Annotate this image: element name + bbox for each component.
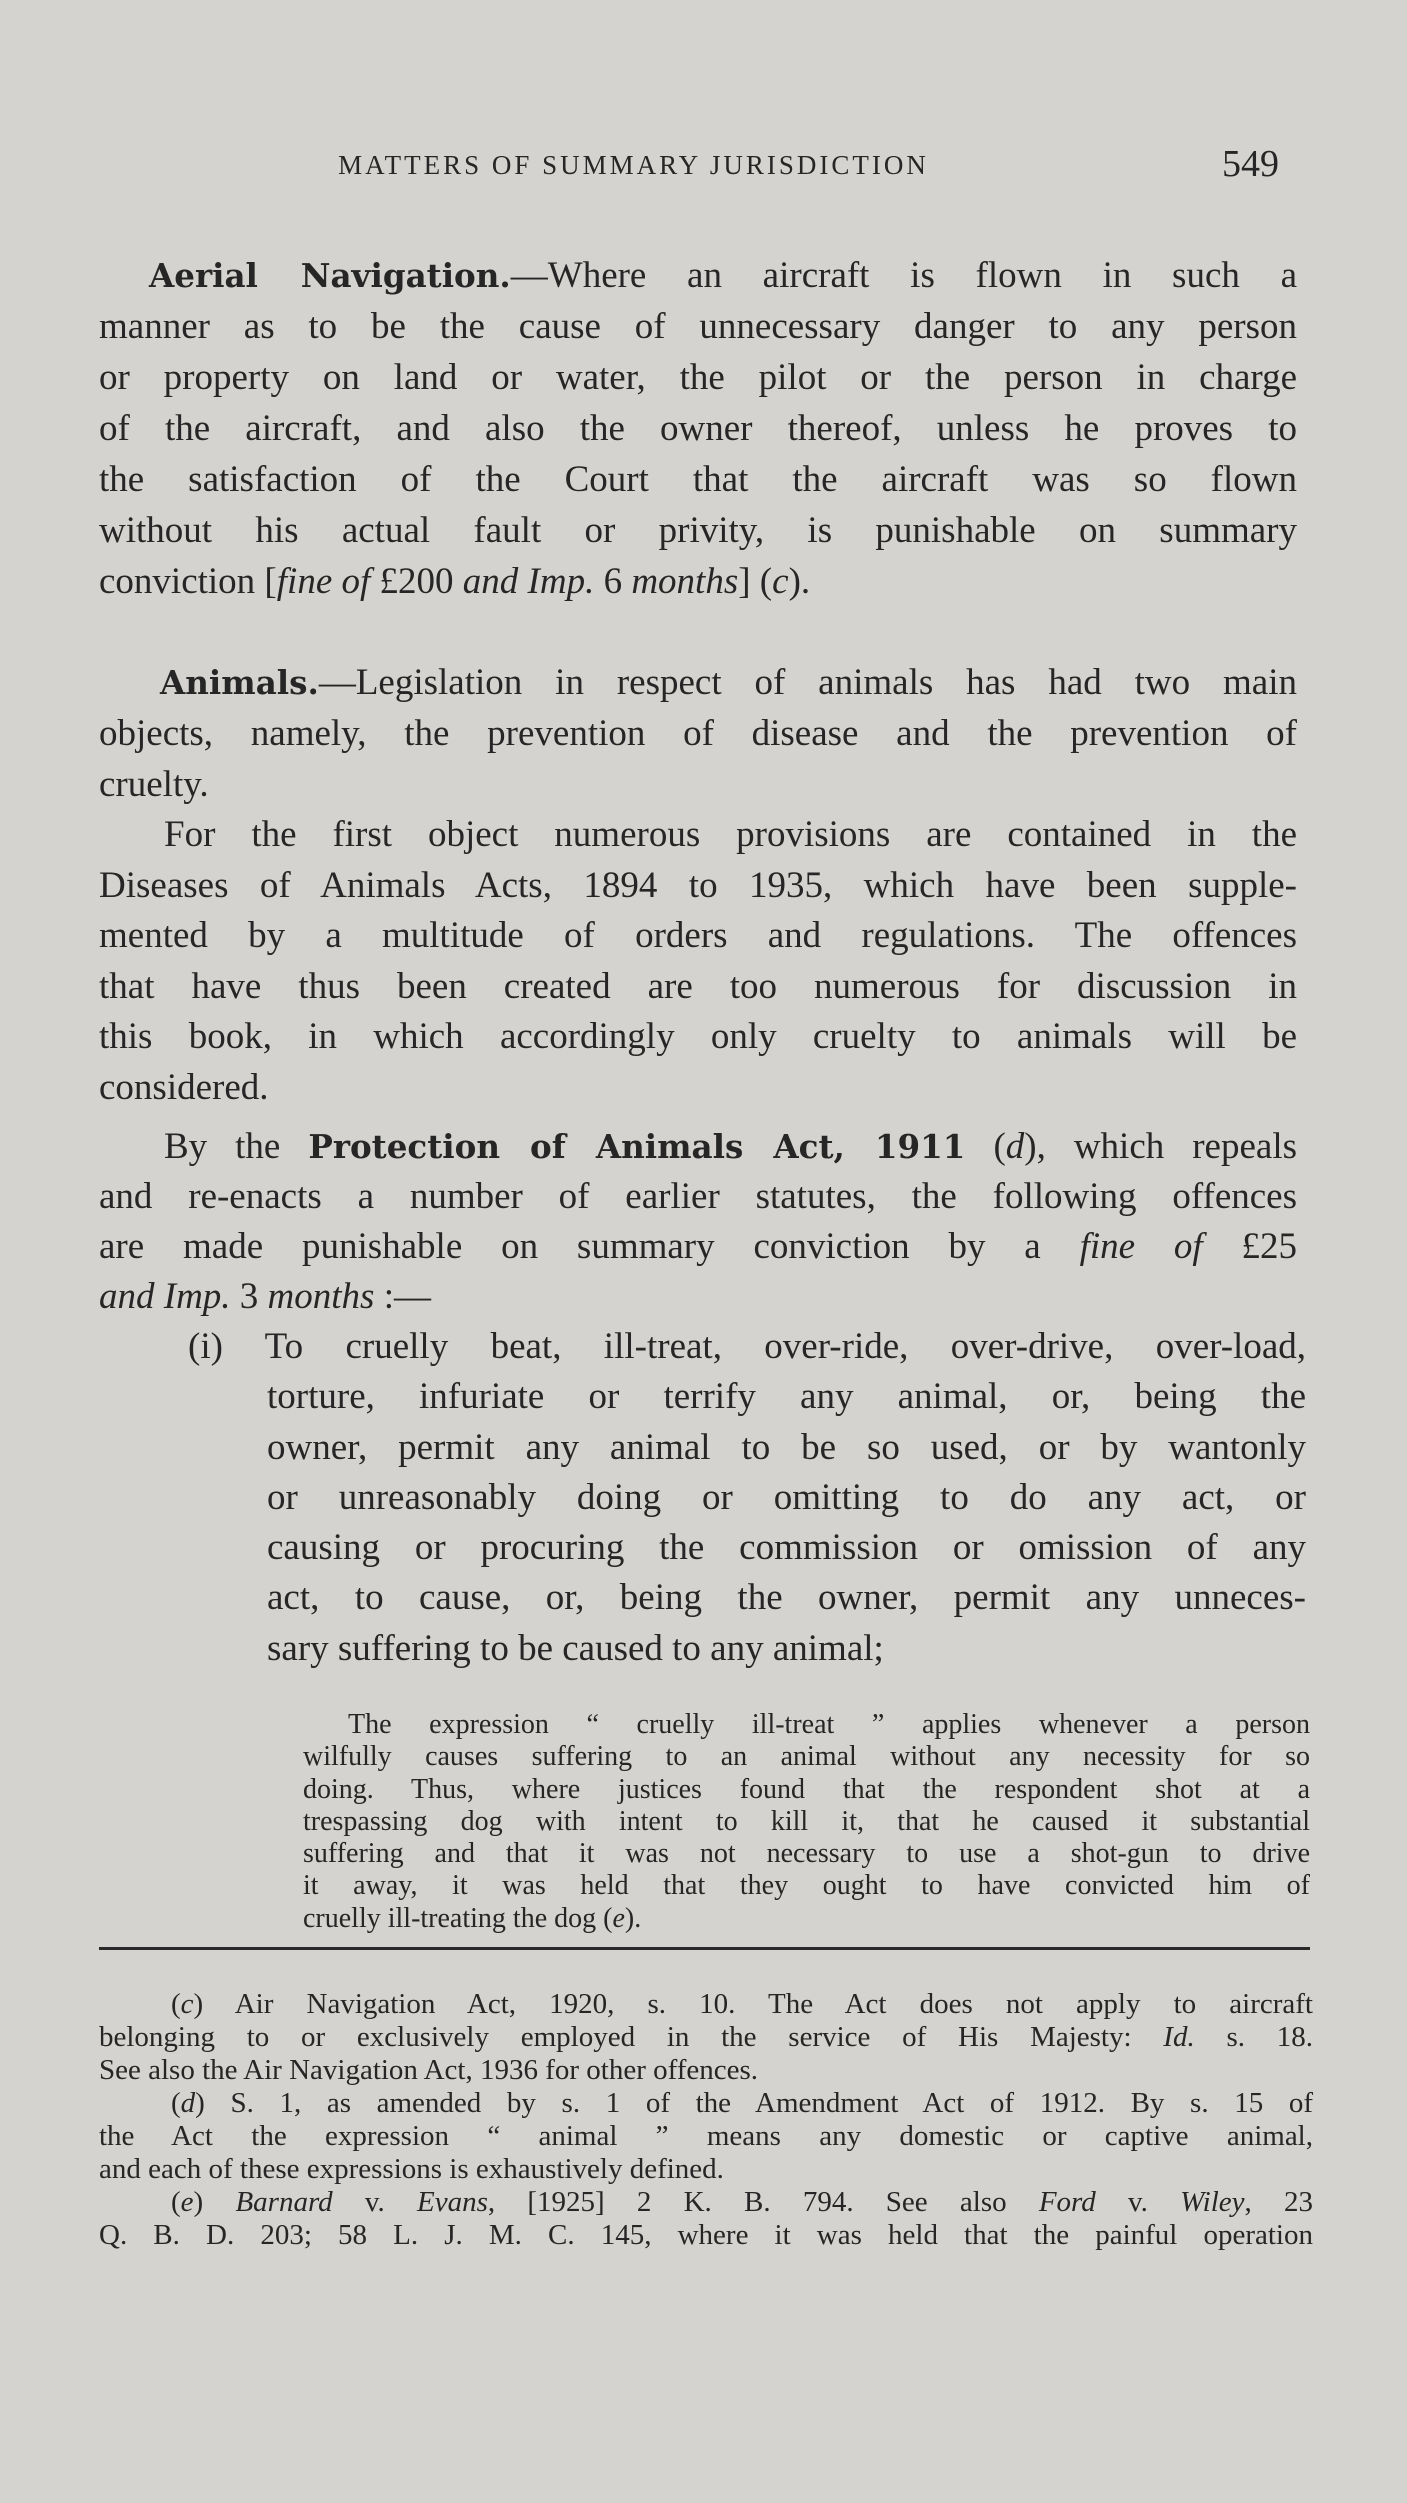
offence-item-i: [188, 1322, 1306, 1674]
paragraph-animals: [99, 657, 1297, 810]
text-run: 6: [594, 561, 632, 602]
text-run: £200: [370, 561, 463, 602]
text-run: ).: [624, 1902, 642, 1934]
text-run: owner, permit any animal to be so used, or by wantonly: [267, 1426, 1306, 1468]
italic-text: Wiley: [1180, 2186, 1245, 2218]
text-line: [303, 1774, 1310, 1806]
text-run: causing or procuring the commission or omission of any: [267, 1527, 1306, 1569]
text-run: (: [171, 2087, 181, 2119]
text-line: [99, 505, 1297, 556]
text-run: The expression “ cruelly ill-treat ” applies whenever a person: [348, 1709, 1310, 1740]
text-line: [303, 1709, 1310, 1741]
text-line: [99, 1122, 1297, 1172]
text-line: [99, 911, 1297, 962]
text-run: of the aircraft, and also the owner thereof, unless he proves to: [99, 408, 1297, 449]
text-run: doing. Thus, where justices found that the respondent shot at a: [303, 1773, 1310, 1805]
text-run: torture, infuriate or terrify any animal, or, being the: [267, 1376, 1306, 1418]
text-line: [99, 556, 1297, 607]
italic-text: and Imp.: [462, 561, 595, 602]
paragraph-protection-of-animals-act: [99, 1122, 1297, 1322]
text-run: are made punishable on summary conviction by a: [99, 1226, 1080, 1267]
footnote-d: [99, 2087, 1313, 2186]
italic-text: months: [267, 1276, 375, 1317]
text-line: [267, 1523, 1306, 1573]
italic-text: d: [1005, 1126, 1025, 1167]
text-line: [99, 352, 1297, 403]
text-line: [188, 1322, 1306, 1372]
text-line: [99, 657, 1297, 708]
italic-text: Id.: [1163, 2021, 1195, 2053]
text-run: mented by a multitude of orders and regulations. The offences: [99, 915, 1297, 956]
text-run: objects, namely, the prevention of disease and the prevention of: [99, 713, 1297, 754]
text-run: s. 18.: [1194, 2021, 1313, 2053]
text-line: [99, 1012, 1297, 1063]
italic-text: months: [631, 561, 739, 602]
text-run: —Legislation in respect of animals has had two main: [318, 662, 1297, 703]
italic-text: c: [180, 1988, 194, 2020]
text-run: —Where an aircraft is flown in such a: [510, 255, 1297, 296]
text-line: [303, 1806, 1310, 1838]
text-run: this book, in which accordingly only cruelty to animals will be: [99, 1016, 1297, 1057]
text-run: (: [965, 1126, 1006, 1167]
text-run: manner as to be the cause of unnecessary danger to any person: [99, 306, 1297, 347]
text-line: [99, 2054, 1313, 2087]
text-line: [99, 1988, 1313, 2021]
italic-text: Evans: [416, 2186, 488, 2218]
text-run: (i) To cruelly beat, ill-treat, over-ride, over-drive, over-load,: [188, 1326, 1306, 1367]
text-line: [99, 2021, 1313, 2054]
text-line: [99, 962, 1297, 1013]
text-run: act, to cause, or, being the owner, permit any unneces-: [267, 1577, 1306, 1619]
italic-text: c: [772, 561, 789, 602]
text-line: [99, 301, 1297, 352]
italic-text: e: [180, 2186, 194, 2218]
text-run: ] (: [738, 561, 773, 602]
text-run: and re-enacts a number of earlier statutes, the following offences: [99, 1176, 1297, 1217]
text-run: See also the Air Navigation Act, 1936 for other offences.: [99, 2054, 759, 2086]
text-run: (: [171, 2186, 181, 2218]
text-run: ): [193, 2186, 236, 2218]
paragraph-diseases-of-animals: [99, 810, 1297, 1113]
italic-text: Ford: [1038, 2186, 1096, 2218]
text-line: [267, 1473, 1306, 1523]
text-run: 3: [230, 1276, 268, 1317]
text-run: sary suffering to be caused to any animal;: [267, 1627, 884, 1669]
text-run: By the: [164, 1126, 309, 1167]
footnote-e: [99, 2186, 1313, 2252]
page-number: 549: [1222, 143, 1279, 185]
text-line: [303, 1741, 1310, 1773]
text-run: considered.: [99, 1066, 269, 1108]
text-run: or property on land or water, the pilot or the person in charge: [99, 357, 1297, 398]
text-run: ) Air Navigation Act, 1920, s. 10. The Act does not apply to aircraft: [193, 1988, 1313, 2020]
text-line: [99, 403, 1297, 454]
text-run: the Act the expression “ animal ” means any domestic or captive animal,: [99, 2120, 1313, 2152]
text-line: [99, 1172, 1297, 1222]
running-head: [0, 150, 1407, 181]
italic-text: d: [180, 2087, 196, 2119]
text-line: [267, 1624, 1306, 1674]
text-line: [99, 861, 1297, 912]
bold-heading: Protection of Animals Act, 1911: [308, 1127, 966, 1166]
text-run: v.: [332, 2186, 417, 2218]
text-run: it away, it was held that they ought to have convicted him of: [303, 1870, 1310, 1902]
text-run: Q. B. D. 203; 58 L. J. M. C. 145, where it was held that the painful operation: [99, 2219, 1313, 2251]
text-line: [99, 454, 1297, 505]
text-run: without his actual fault or privity, is punishable on summary: [99, 510, 1297, 551]
bold-heading: Animals.: [160, 663, 319, 702]
text-run: suffering and that it was not necessary to use a shot-gun to drive: [303, 1838, 1310, 1870]
text-run: and each of these expressions is exhaustively defined.: [99, 2153, 724, 2185]
footnote-c: [99, 1988, 1313, 2087]
text-line: [99, 2120, 1313, 2153]
text-line: [99, 1063, 1297, 1114]
text-run: , [1925] 2 K. B. 794. See also: [487, 2186, 1039, 2218]
text-line: [99, 759, 1297, 810]
text-run: conviction [: [99, 561, 277, 602]
text-line: [303, 1838, 1310, 1870]
text-run: cruelly ill-treating the dog (: [303, 1902, 613, 1934]
text-run: or unreasonably doing or omitting to do any act, or: [267, 1476, 1306, 1518]
text-run: belonging to or exclusively employed in the service of His Majesty:: [99, 2021, 1164, 2053]
text-run: , 23: [1244, 2186, 1314, 2218]
text-line: [99, 708, 1297, 759]
text-line: [267, 1573, 1306, 1623]
text-line: [267, 1423, 1306, 1473]
text-line: [99, 2087, 1313, 2120]
text-run: ).: [788, 561, 811, 602]
text-run: For the first object numerous provisions are contained in the: [164, 814, 1297, 855]
text-run: that have thus been created are too numerous for discussion in: [99, 965, 1297, 1007]
text-run: £25: [1202, 1226, 1298, 1267]
text-line: [303, 1870, 1310, 1902]
text-line: [267, 1372, 1306, 1422]
bold-heading: Aerial Navigation.: [149, 256, 511, 295]
text-run: the satisfaction of the Court that the aircraft was so flown: [99, 459, 1297, 500]
footnote-divider: [99, 1947, 1310, 1950]
text-run: cruelty.: [99, 764, 209, 805]
text-line: [99, 1272, 1297, 1322]
text-line: [99, 1222, 1297, 1272]
text-run: trespassing dog with intent to kill it, that he caused it substantial: [303, 1805, 1310, 1837]
running-head-text: MATTERS OF SUMMARY JURISDICTION: [338, 150, 929, 180]
text-line: [99, 810, 1297, 861]
paragraph-aerial-navigation: [99, 250, 1297, 607]
italic-text: Barnard: [235, 2186, 333, 2218]
text-run: (: [171, 1988, 181, 2020]
text-run: Diseases of Animals Acts, 1894 to 1935, which have been supple-: [99, 864, 1297, 906]
text-run: v.: [1095, 2186, 1181, 2218]
text-run: ), which repeals: [1024, 1126, 1297, 1167]
text-line: [303, 1903, 1310, 1935]
italic-text: e: [612, 1902, 625, 1934]
text-run: wilfully causes suffering to an animal without any necessity for so: [303, 1741, 1310, 1773]
italic-text: and Imp.: [99, 1276, 231, 1317]
text-line: [99, 2219, 1313, 2252]
text-line: [99, 2153, 1313, 2186]
text-run: ) S. 1, as amended by s. 1 of the Amendment Act of 1912. By s. 15 of: [195, 2087, 1313, 2119]
italic-text: fine of: [1079, 1226, 1203, 1267]
explanatory-note: [303, 1709, 1310, 1935]
italic-text: fine of: [276, 561, 371, 602]
text-run: :—: [374, 1276, 431, 1317]
text-line: [99, 250, 1297, 301]
text-line: [99, 2186, 1313, 2219]
